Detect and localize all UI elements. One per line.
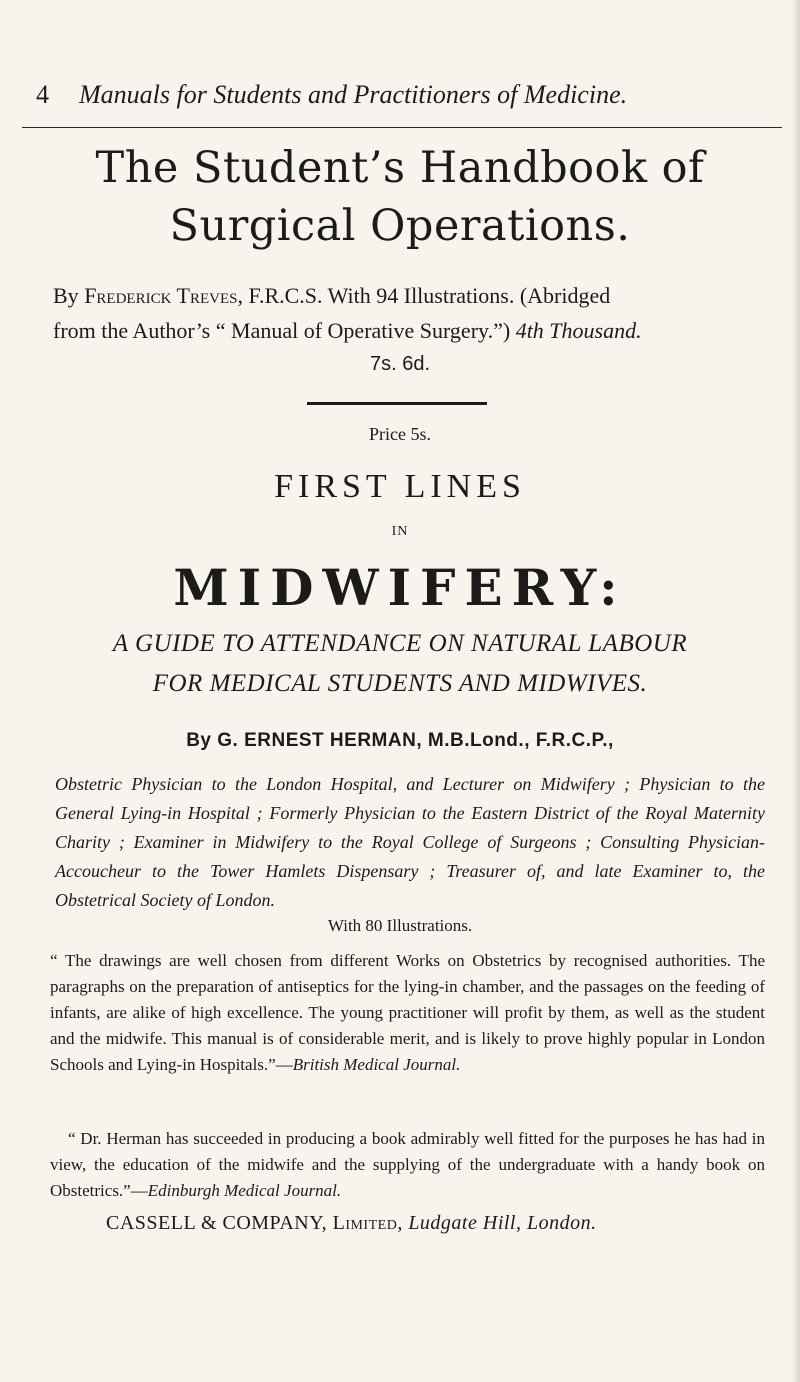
book1-title-line2: Surgical Operations. bbox=[169, 201, 631, 251]
running-header bbox=[36, 80, 800, 110]
publisher-limited: Limited bbox=[332, 1212, 398, 1234]
review2-text: “ Dr. Herman has succeeded in producing a book admirably well fitted for the purposes he has had in view, the education of the midwife and the supplying of the undergraduate with a handy book on Obstetrics.”— bbox=[50, 1129, 765, 1200]
publisher-imprint: CASSELL & COMPANY, Limited, Ludgate Hill, London. bbox=[106, 1212, 597, 1234]
page-number: 4 bbox=[36, 80, 49, 109]
running-title: Manuals for Students and Practitioners of Medicine. bbox=[79, 80, 628, 109]
book1-title-line1: The Student’s Handbook of bbox=[95, 143, 705, 193]
review2-source: Edinburgh Medical Journal. bbox=[147, 1181, 342, 1200]
book1-byline-prefix: By bbox=[53, 283, 85, 308]
section-divider bbox=[307, 402, 487, 405]
book1-byline-line2 bbox=[53, 318, 753, 344]
review1-source: British Medical Journal. bbox=[292, 1055, 461, 1074]
book2-illustrations: With 80 Illustrations. bbox=[327, 916, 473, 935]
publisher-address: Ludgate Hill, London. bbox=[408, 1212, 597, 1234]
page-edge-shadow bbox=[792, 0, 800, 1382]
book2-author: By G. ERNEST HERMAN, M.B.Lond., F.R.C.P., bbox=[186, 730, 614, 751]
book2-credentials: Obstetric Physician to the London Hospital, and Lecturer on Midwifery ; Physician to the General Lying-in Hospital ; Formerly Physician to the Eastern District of the Royal Maternity Charity ; Examiner in Midwifery to the Royal College of Surgeons ; Consulting Physician-Accoucheur to the Tower Hamlets Dispensary ; Treasurer of, and late Examiner to, the Obstetrical Society of London. bbox=[55, 774, 765, 910]
book2-price: Price 5s. bbox=[369, 424, 431, 444]
book2-title-first: FIRST LINES bbox=[274, 468, 526, 505]
header-rule bbox=[22, 127, 782, 128]
book2-subtitle-line2: FOR MEDICAL STUDENTS AND MIDWIVES. bbox=[152, 670, 648, 697]
review-edinburgh-medical-journal bbox=[50, 1126, 765, 1204]
publisher-name: CASSELL & COMPANY, bbox=[106, 1212, 333, 1234]
book1-byline-source: from the Author’s “ Manual of Operative Surgery.”) bbox=[53, 318, 511, 343]
book1-price: 7s. 6d. bbox=[369, 353, 431, 375]
book2-subtitle-line1: A GUIDE TO ATTENDANCE ON NATURAL LABOUR bbox=[112, 630, 688, 657]
book1-byline-rest: , F.R.C.S. With 94 Illustrations. (Abridged bbox=[237, 283, 611, 308]
book1-author-name: Frederick Treves bbox=[84, 283, 238, 308]
review1-text: “ The drawings are well chosen from different Works on Obstetrics by recognised authorities. The paragraphs on the preparation of antiseptics for the lying-in chamber, and the passages on the feeding of infants, are alike of high excellence. The young practitioner will profit by them, as well as the student and the midwife. This manual is of considerable merit, and is likely to prove highly popular in London Schools and Lying-in Hospitals.”— bbox=[50, 951, 765, 1074]
book1-byline bbox=[53, 283, 753, 309]
review-british-medical-journal bbox=[50, 948, 765, 1078]
book1-thousand: 4th Thousand. bbox=[515, 318, 642, 343]
book2-title-in: IN bbox=[391, 524, 409, 539]
book2-title-main: MIDWIFERY: bbox=[173, 558, 627, 617]
